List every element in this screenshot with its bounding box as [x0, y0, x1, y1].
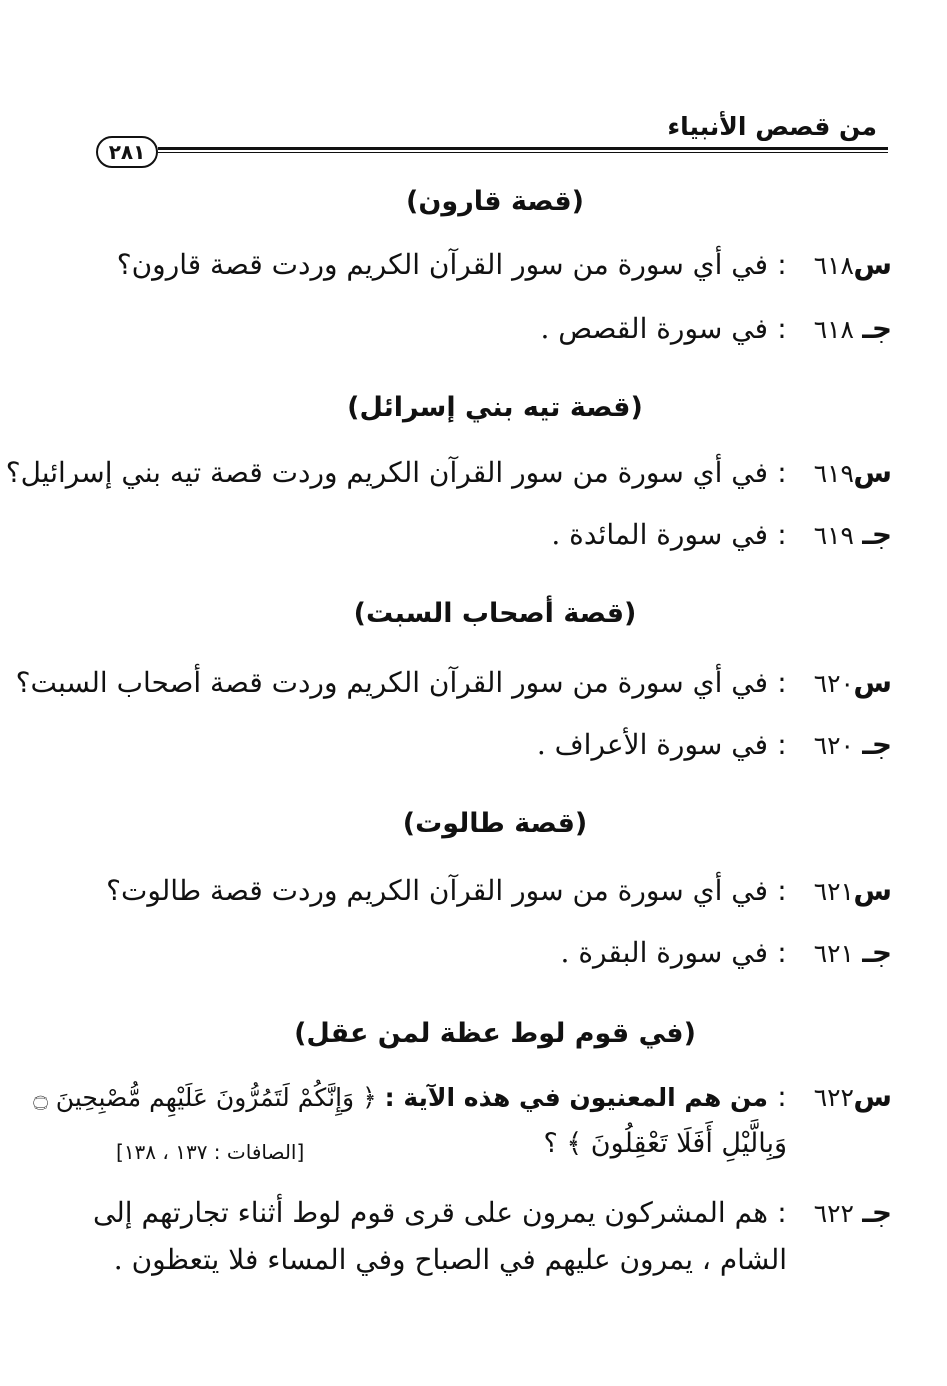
- colon: :: [777, 936, 787, 969]
- answer-622: [92, 1196, 892, 1229]
- question-label: س: [853, 1080, 892, 1113]
- question-label: س: [853, 456, 892, 489]
- colon: :: [777, 248, 787, 281]
- answer-label: جـ: [862, 518, 892, 551]
- section-title-lut: (في قوم لوط عظة لمن عقل): [294, 1018, 696, 1049]
- answer-number: ٦١٩: [813, 521, 854, 550]
- question-622: [33, 1080, 892, 1113]
- question-prefix: من هم المعنيون في هذه الآية :: [384, 1083, 768, 1112]
- question-619: [5, 456, 892, 489]
- question-label: س: [853, 874, 892, 907]
- question-text: [33, 1083, 768, 1112]
- header-rule: [158, 147, 888, 153]
- answer-label: جـ: [862, 1196, 892, 1229]
- verse-reference: [الصافات : ١٣٧ ، ١٣٨]: [116, 1140, 305, 1164]
- question-number: ٦١٨: [813, 251, 854, 280]
- verse-line-1: ﴿ وَإِنَّكُمْ لَتَمُرُّونَ عَلَيْهِم مُّصْبِحِينَ ۝: [33, 1083, 377, 1112]
- colon: :: [777, 518, 787, 551]
- answer-619: [92, 518, 892, 551]
- colon: :: [777, 728, 787, 761]
- colon: :: [777, 456, 787, 489]
- section-title-qarun: (قصة قارون): [406, 186, 584, 217]
- answer-621: [92, 936, 892, 969]
- answer-number: ٦٢١: [813, 939, 854, 968]
- question-621: [92, 874, 892, 907]
- page-number: ٢٨١: [96, 136, 158, 168]
- answer-text: في سورة المائدة .: [551, 518, 768, 551]
- answer-text: في سورة البقرة .: [560, 936, 768, 969]
- answer-618: [92, 312, 892, 345]
- section-title-sabt: (قصة أصحاب السبت): [353, 598, 637, 629]
- colon: :: [777, 874, 787, 907]
- answer-label: جـ: [862, 728, 892, 761]
- answer-text-line-2: الشام ، يمرون عليهم في الصباح وفي المساء فلا يتعظون .: [113, 1243, 787, 1276]
- question-number: ٦١٩: [813, 459, 854, 488]
- answer-label: جـ: [862, 312, 892, 345]
- question-text: في أي سورة من سور القرآن الكريم وردت قصة تيه بني إسرائيل؟: [5, 456, 768, 489]
- question-text: في أي سورة من سور القرآن الكريم وردت قصة قارون؟: [116, 248, 768, 281]
- verse-line-2: وَبِالَّيْلِ أَفَلَا تَعْقِلُونَ ﴾ ؟: [543, 1128, 787, 1159]
- answer-text-line-1: هم المشركون يمرون على قرى قوم لوط أثناء تجارتهم إلى: [92, 1196, 768, 1229]
- question-number: ٦٢١: [813, 877, 854, 906]
- question-text: في أي سورة من سور القرآن الكريم وردت قصة طالوت؟: [106, 874, 768, 907]
- section-title-tih: (قصة تيه بني إسرائل): [347, 392, 643, 423]
- answer-text: في سورة الأعراف .: [536, 728, 768, 761]
- answer-620: [92, 728, 892, 761]
- answer-number: ٦١٨: [813, 315, 854, 344]
- colon: :: [777, 312, 787, 345]
- running-title: من قصص الأنبياء: [667, 112, 877, 141]
- answer-label: جـ: [862, 936, 892, 969]
- question-text: في أي سورة من سور القرآن الكريم وردت قصة أصحاب السبت؟: [15, 666, 768, 699]
- question-618: [92, 248, 892, 281]
- colon: :: [777, 1080, 787, 1113]
- colon: :: [777, 666, 787, 699]
- answer-number: ٦٢٠: [813, 731, 854, 760]
- question-label: س: [853, 248, 892, 281]
- question-620: [15, 666, 892, 699]
- answer-number: ٦٢٢: [813, 1199, 854, 1228]
- section-title-talut: (قصة طالوت): [402, 808, 588, 839]
- question-number: ٦٢٢: [813, 1083, 854, 1112]
- colon: :: [777, 1196, 787, 1229]
- question-label: س: [853, 666, 892, 699]
- question-number: ٦٢٠: [813, 669, 854, 698]
- answer-text: في سورة القصص .: [540, 312, 768, 345]
